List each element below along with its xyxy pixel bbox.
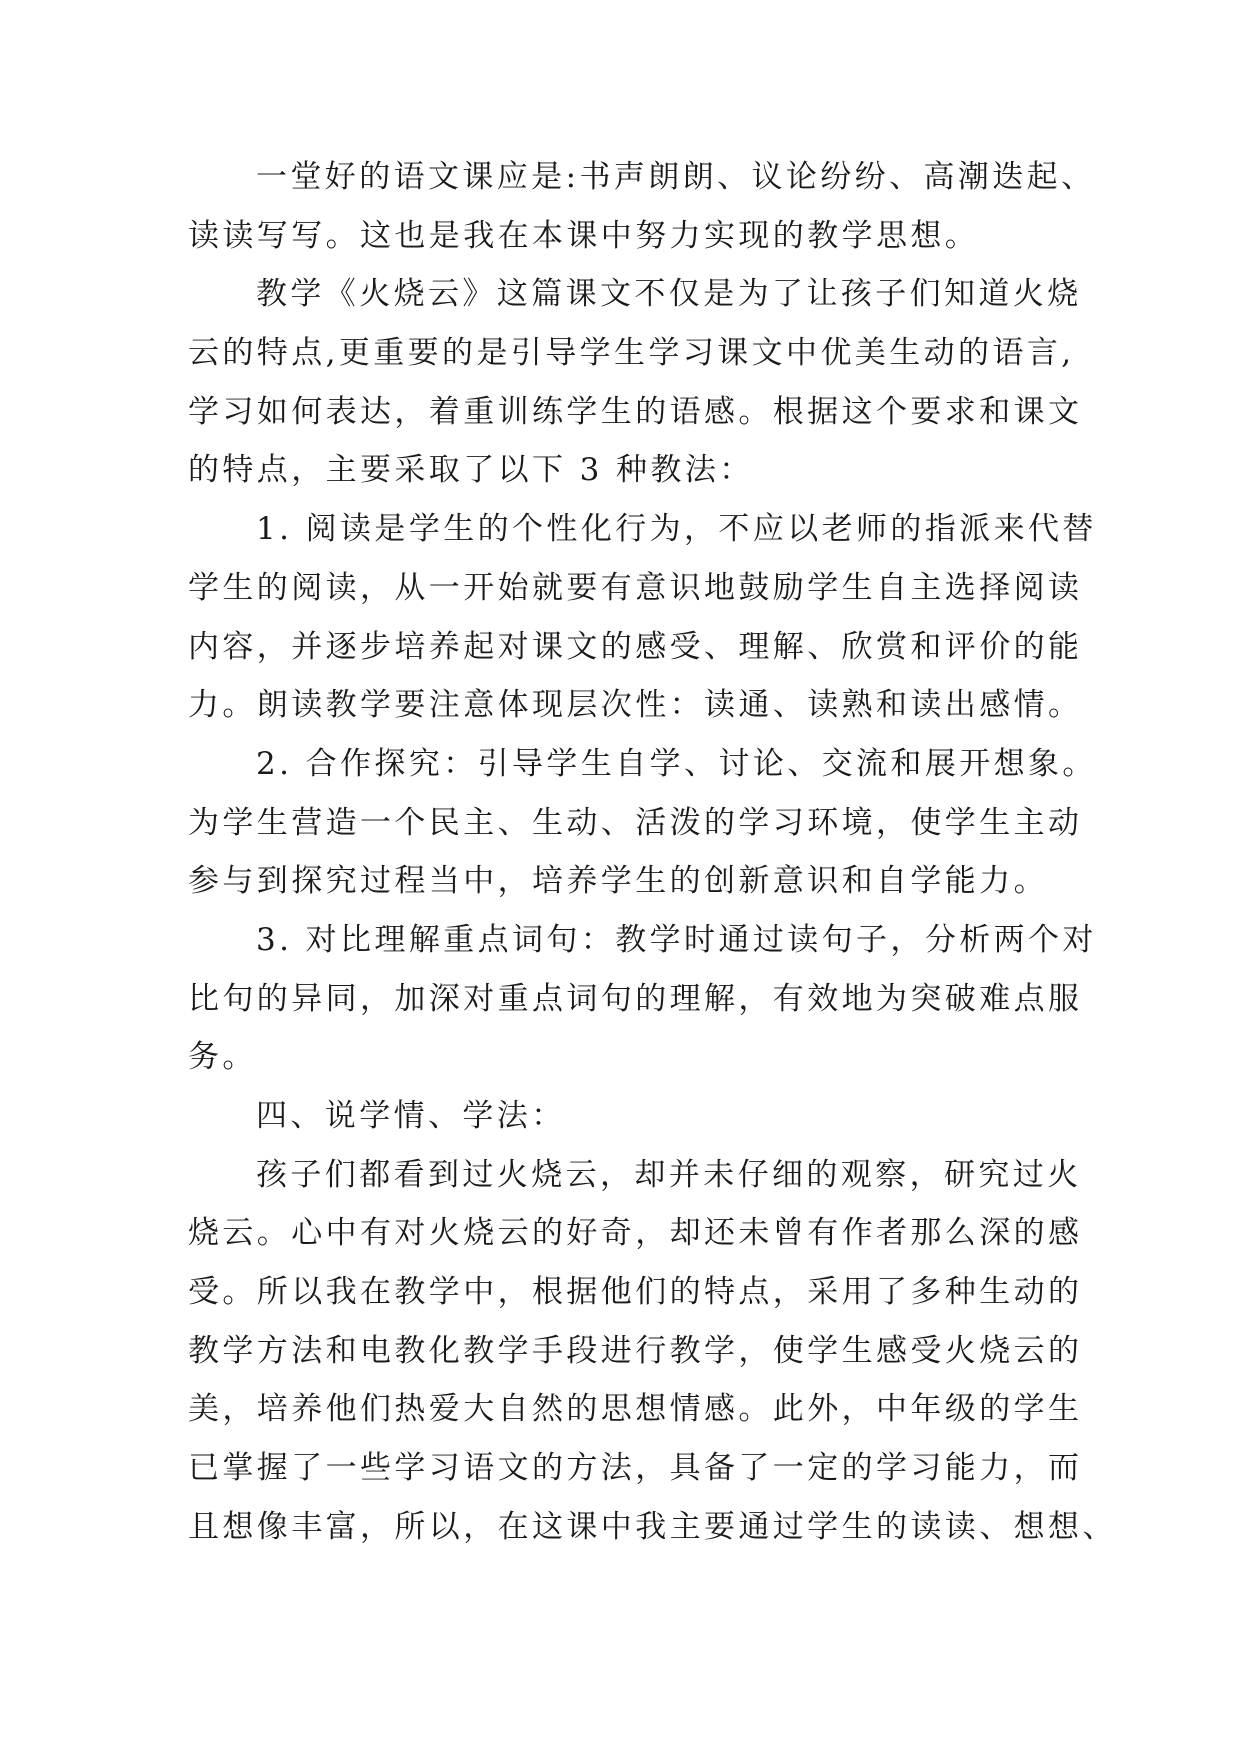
text-line: 教学方法和电教化教学手段进行教学，使学生感受火烧云的 <box>188 1332 1083 1369</box>
text-line: 烧云。心中有对火烧云的好奇，却还未曾有作者那么深的感 <box>188 1215 1083 1252</box>
text-line: 的特点，主要采取了以下 3 种教法： <box>188 452 754 489</box>
text-line: 一堂好的语文课应是:书声朗朗、议论纷纷、高潮迭起、 <box>256 159 1096 195</box>
text-line: 3. 对比理解重点词句：教学时通过读句子，分析两个对 <box>256 921 1097 958</box>
text-line: 且想像丰富，所以，在这课中我主要通过学生的读读、想想、 <box>188 1508 1117 1545</box>
text-line: 比句的异同，加深对重点词句的理解，有效地为突破难点服 <box>188 980 1083 1017</box>
text-line: 已掌握了一些学习语文的方法，具备了一定的学习能力，而 <box>188 1450 1083 1487</box>
text-line: 学生的阅读，从一开始就要有意识地鼓励学生自主选择阅读 <box>188 569 1083 606</box>
text-line: 学习如何表达，着重训练学生的语感。根据这个要求和课文 <box>188 393 1083 430</box>
text-line: 孩子们都看到过火烧云，却并未仔细的观察，研究过火 <box>256 1156 1082 1193</box>
document-body <box>188 148 1117 1557</box>
text-line: 美，培养他们热爱大自然的思想情感。此外，中年级的学生 <box>188 1391 1083 1428</box>
text-line: 受。所以我在教学中，根据他们的特点，采用了多种生动的 <box>188 1274 1083 1311</box>
text-line: 为学生营造一个民主、生动、活泼的学习环境，使学生主动 <box>188 804 1083 841</box>
section-heading: 四、说学情、学法： <box>256 1098 566 1134</box>
text-line: 2. 合作探究：引导学生自学、讨论、交流和展开想象。 <box>256 745 1097 782</box>
text-line: 内容，并逐步培养起对课文的感受、理解、欣赏和评价的能 <box>188 628 1083 665</box>
text-line: 教学《火烧云》这篇课文不仅是为了让孩子们知道火烧 <box>256 276 1082 313</box>
text-line: 务。 <box>188 1039 257 1076</box>
text-line: 参与到探究过程当中，培养学生的创新意识和自学能力。 <box>188 863 1048 900</box>
text-line: 云的特点,更重要的是引导学生学习课文中优美生动的语言, <box>188 335 1075 372</box>
text-line: 力。朗读教学要注意体现层次性：读通、读熟和读出感情。 <box>188 687 1083 724</box>
text-line: 1. 阅读是学生的个性化行为，不应以老师的指派来代替 <box>256 511 1097 548</box>
text-line: 读读写写。这也是我在本课中努力实现的教学思想。 <box>188 217 980 254</box>
